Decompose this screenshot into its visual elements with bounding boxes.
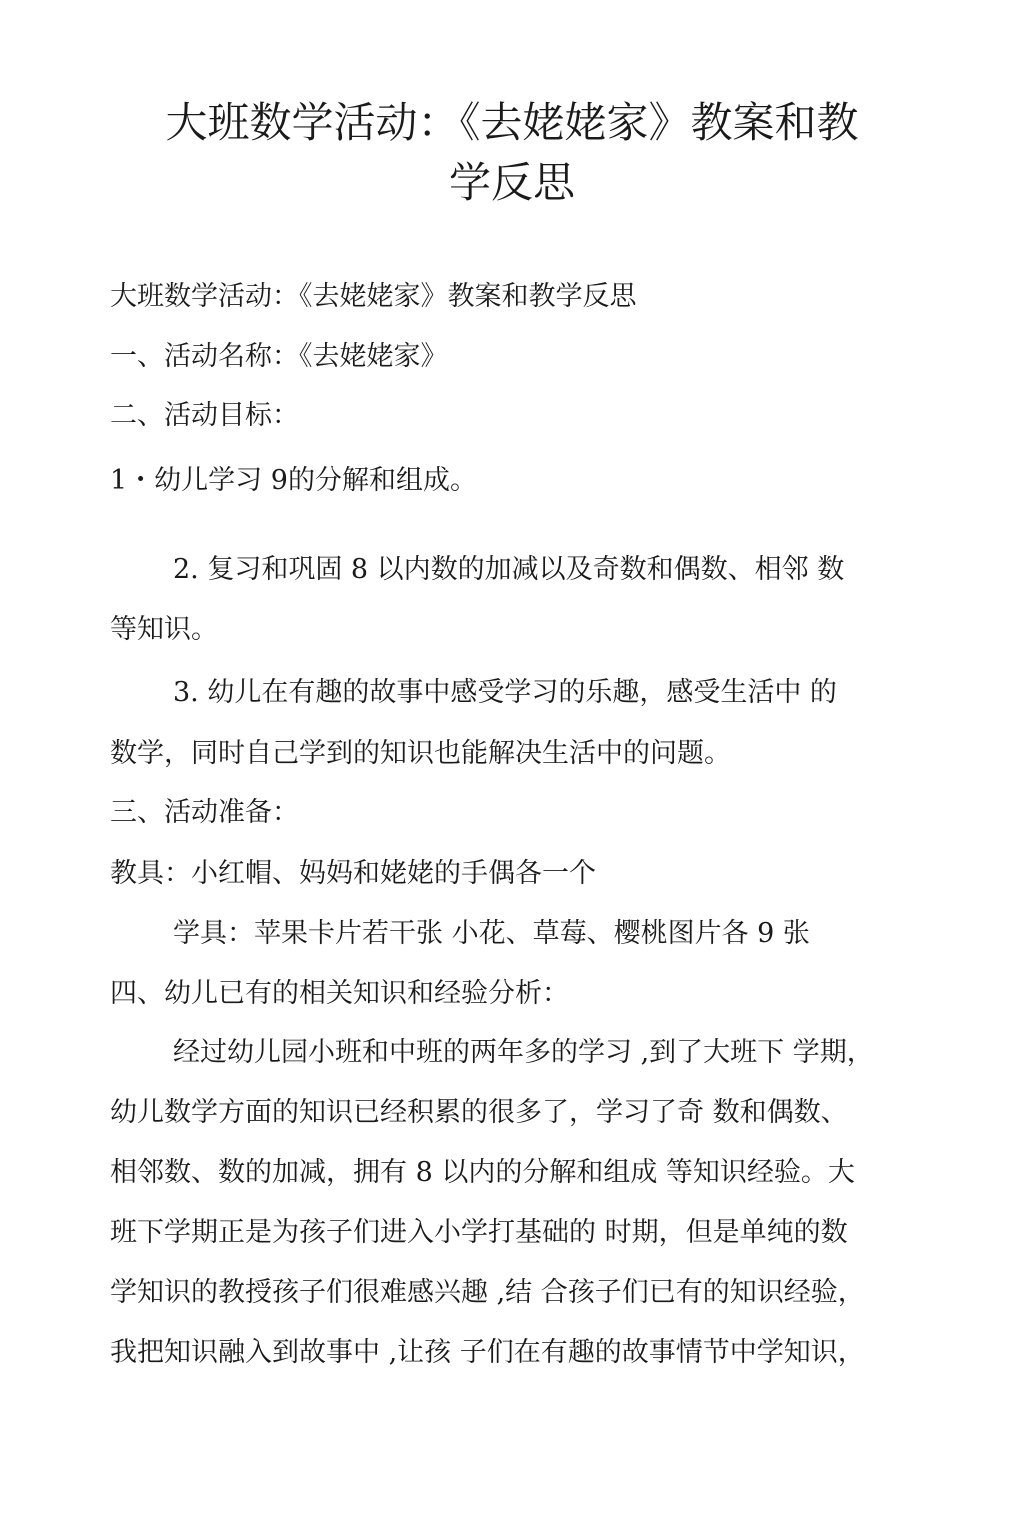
paragraph-line-2: 幼儿数学方面的知识已经积累的很多了，学习了奇 数和偶数、 <box>110 1097 848 1128</box>
paragraph-line-1: 经过幼儿园小班和中班的两年多的学习 ,到了大班下 学期， <box>173 1037 874 1068</box>
goal-item-1: 1・幼儿学习 9的分解和组成。 <box>110 465 477 496</box>
section-heading-prior-knowledge: 四、幼儿已有的相关知识和经验分析： <box>110 978 569 1009</box>
goal-item-3-continued: 数学，同时自己学到的知识也能解决生活中的问题。 <box>110 738 731 769</box>
student-materials: 学具：苹果卡片若干张 小花、草莓、樱桃图片各 9 张 <box>173 918 810 949</box>
subtitle-line: 大班数学活动：《去姥姥家》教案和教学反思 <box>110 281 637 312</box>
paragraph-line-6: 我把知识融入到故事中 ,让孩 子们在有趣的故事情节中学知识， <box>110 1337 865 1368</box>
section-heading-preparation: 三、活动准备： <box>110 797 299 828</box>
paragraph-line-5: 学知识的教授孩子们很难感兴趣 ,结 合孩子们已有的知识经验， <box>110 1277 865 1308</box>
section-heading-activity-name: 一、活动名称：《去姥姥家》 <box>110 341 448 372</box>
paragraph-line-3: 相邻数、数的加减，拥有 8 以内的分解和组成 等知识经验。大 <box>110 1157 855 1188</box>
document-title-line-2: 学反思 <box>448 158 575 207</box>
paragraph-line-4: 班下学期正是为孩子们进入小学打基础的 时期，但是单纯的数 <box>110 1217 848 1248</box>
goal-item-2: 2. 复习和巩固 8 以内数的加减以及奇数和偶数、相邻 数 <box>173 554 845 585</box>
goal-item-2-continued: 等知识。 <box>110 614 218 645</box>
teaching-materials: 教具：小红帽、妈妈和姥姥的手偶各一个 <box>110 858 596 889</box>
section-heading-activity-goals: 二、活动目标： <box>110 400 299 431</box>
document-title-line-1: 大班数学活动：《去姥姥家》教案和教 <box>165 98 859 147</box>
goal-item-3: 3. 幼儿在有趣的故事中感受学习的乐趣，感受生活中 的 <box>173 677 837 708</box>
